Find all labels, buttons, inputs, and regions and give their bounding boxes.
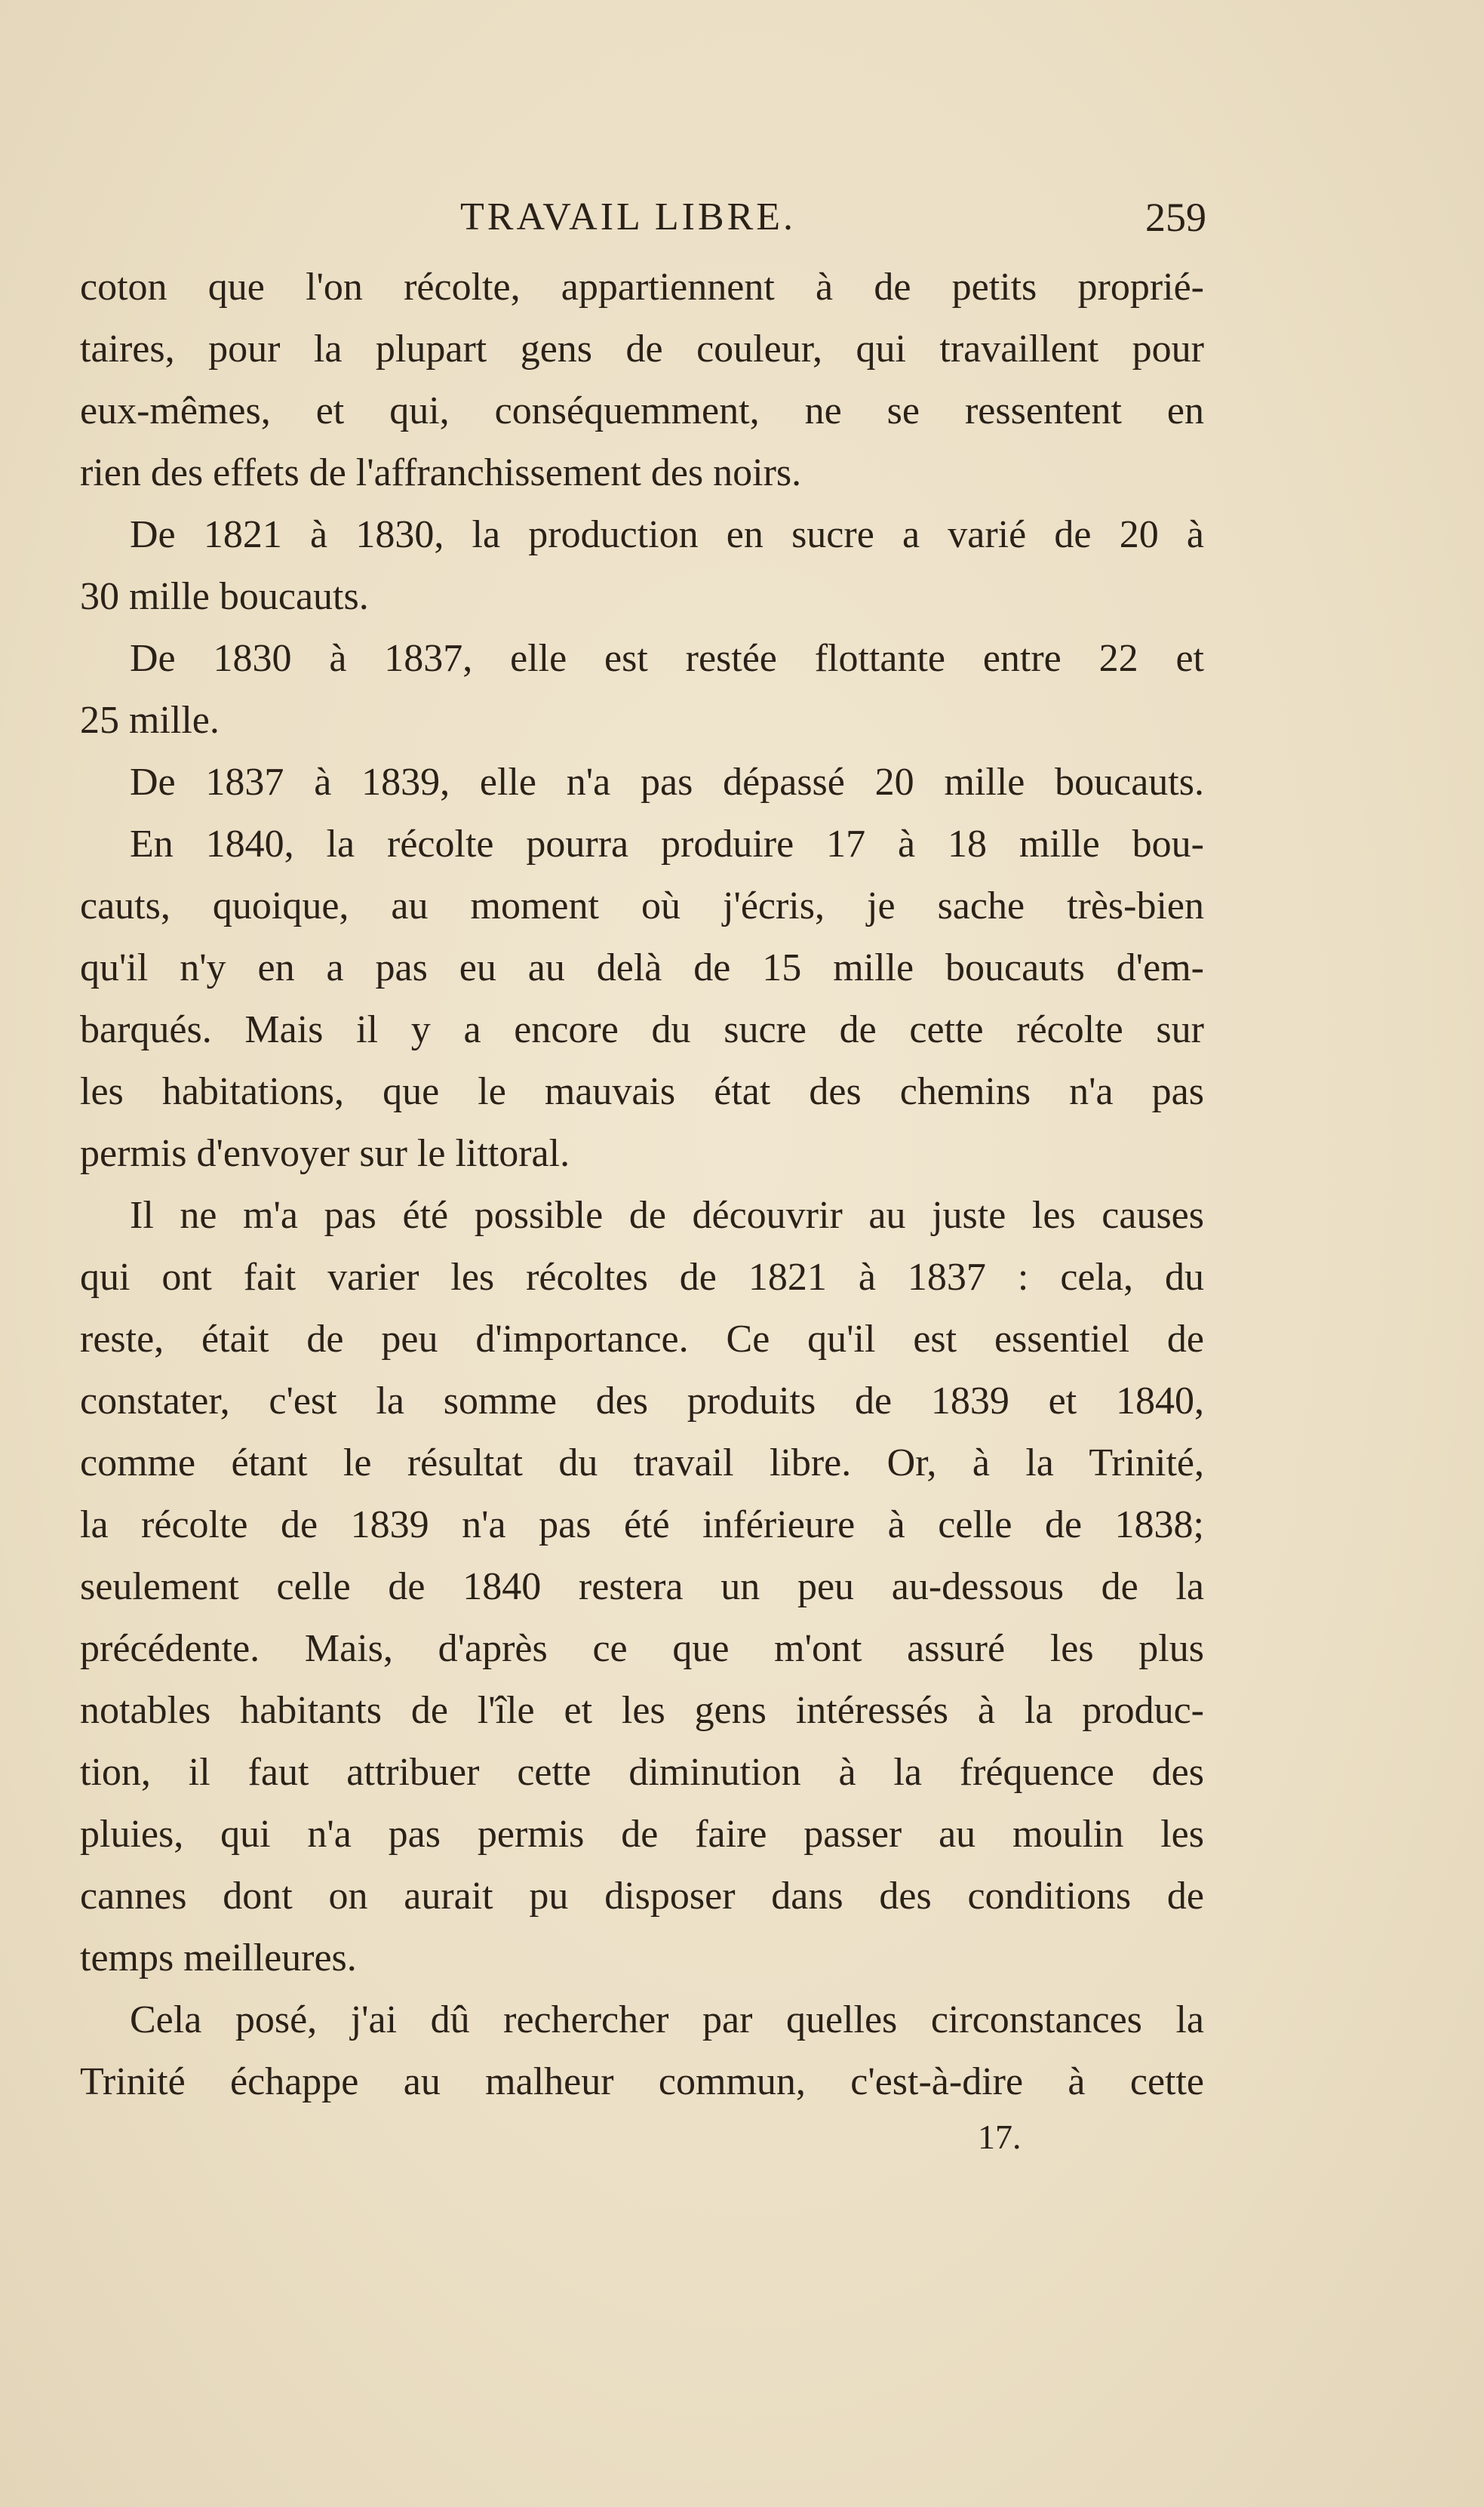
text-line: barqués. Mais il y a encore du sucre de cette récolte sur: [80, 1008, 1204, 1051]
text-line: la récolte de 1839 n'a pas été inférieure à celle de 1838;: [80, 1503, 1204, 1546]
text-line: cauts, quoique, au moment où j'écris, je sache très-bien: [80, 884, 1204, 927]
text-line: qui ont fait varier les récoltes de 1821 à 1837 : cela, du: [80, 1256, 1204, 1299]
text-line: pluies, qui n'a pas permis de faire passer au moulin les: [80, 1813, 1204, 1856]
running-head: [0, 187, 1484, 248]
text-line: constater, c'est la somme des produits de 1839 et 1840,: [80, 1380, 1204, 1423]
signature-mark: 17.: [978, 2118, 1022, 2156]
text-line: eux-mêmes, et qui, conséquemment, ne se ressentent en: [80, 389, 1204, 432]
text-line: les habitations, que le mauvais état des chemins n'a pas: [80, 1070, 1204, 1113]
text-line: précédente. Mais, d'après ce que m'ont assuré les plus: [80, 1627, 1204, 1670]
text-line: De 1821 à 1830, la production en sucre a varié de 20 à: [130, 513, 1204, 556]
text-line: De 1837 à 1839, elle n'a pas dépassé 20 mille boucauts.: [130, 761, 1204, 804]
text-line: 25 mille.: [80, 699, 220, 742]
text-line: comme étant le résultat du travail libre. Or, à la Trinité,: [80, 1441, 1204, 1484]
text-line: notables habitants de l'île et les gens intéressés à la produc-: [80, 1689, 1204, 1732]
text-line: coton que l'on récolte, appartiennent à de petits proprié-: [80, 266, 1204, 309]
text-line: 30 mille boucauts.: [80, 575, 369, 618]
running-title: TRAVAIL LIBRE.: [460, 195, 797, 238]
text-line: En 1840, la récolte pourra produire 17 à 18 mille bou-: [130, 823, 1204, 866]
text-line: cannes dont on aurait pu disposer dans des conditions de: [80, 1875, 1204, 1918]
text-line: seulement celle de 1840 restera un peu au-dessous de la: [80, 1565, 1204, 1608]
text-line: Il ne m'a pas été possible de découvrir au juste les causes: [130, 1194, 1204, 1237]
text-line: permis d'envoyer sur le littoral.: [80, 1132, 570, 1175]
text-line: De 1830 à 1837, elle est restée flottante entre 22 et: [130, 637, 1204, 680]
text-line: qu'il n'y en a pas eu au delà de 15 mille boucauts d'em-: [80, 946, 1204, 989]
body-text: [80, 257, 1204, 2113]
text-line: Trinité échappe au malheur commun, c'est-à-dire à cette: [80, 2060, 1204, 2103]
text-line: rien des effets de l'affranchissement des noirs.: [80, 451, 802, 494]
text-line: tion, il faut attribuer cette diminution à la fréquence des: [80, 1751, 1204, 1794]
text-line: Cela posé, j'ai dû rechercher par quelles circonstances la: [130, 1998, 1204, 2041]
page-number: 259: [1145, 195, 1206, 240]
text-line: temps meilleures.: [80, 1936, 357, 1979]
text-line: taires, pour la plupart gens de couleur, qui travaillent pour: [80, 328, 1204, 371]
text-line: reste, était de peu d'importance. Ce qu'il est essentiel de: [80, 1318, 1204, 1361]
